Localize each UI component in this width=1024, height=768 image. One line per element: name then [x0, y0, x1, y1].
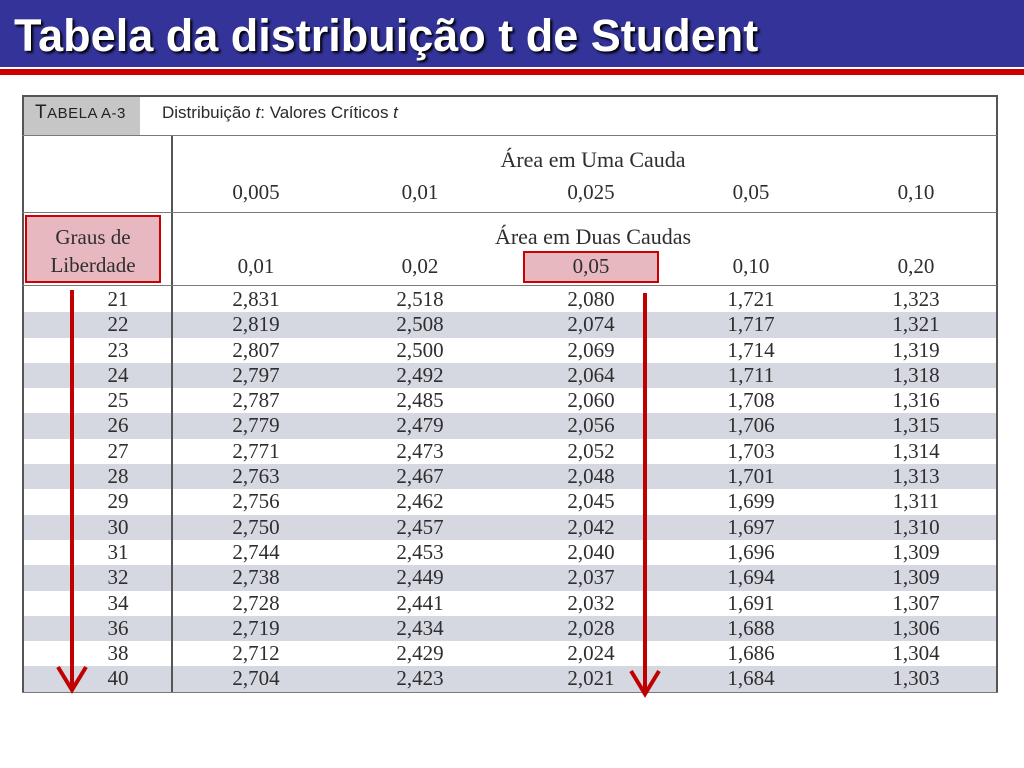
critical-value-cell: 2,479: [396, 413, 444, 438]
table-row: [23, 439, 996, 464]
critical-value-cell: 2,518: [396, 287, 444, 311]
slide-title: Tabela da distribuição t de Student: [14, 10, 759, 61]
critical-value-cell: 2,467: [396, 464, 444, 489]
critical-value-cell: 2,028: [567, 615, 615, 640]
two-tail-heading: Área em Duas Caudas: [494, 224, 692, 249]
critical-value-cell: 2,453: [396, 539, 444, 564]
df-cell: 24: [107, 362, 129, 387]
critical-value-cell: 2,728: [232, 590, 280, 615]
critical-value-cell: 1,307: [892, 590, 940, 615]
critical-value-cell: 1,310: [892, 514, 940, 539]
critical-value-cell: 1,691: [727, 590, 775, 615]
critical-value-cell: 2,807: [232, 337, 280, 362]
critical-value-cell: 2,457: [396, 514, 444, 539]
critical-value-cell: 2,021: [567, 666, 615, 691]
two-tail-alpha: 0,20: [897, 254, 935, 278]
df-heading-line: Graus de: [55, 225, 131, 249]
critical-value-cell: 2,771: [232, 438, 280, 463]
table-border-top: [22, 95, 997, 97]
critical-value-cell: 2,434: [396, 615, 444, 640]
critical-value-cell: 2,080: [567, 287, 615, 311]
df-cell: 28: [107, 464, 129, 489]
critical-value-cell: 2,473: [396, 438, 444, 463]
critical-value-cell: 2,064: [567, 362, 615, 387]
table-row: [23, 616, 996, 641]
caption-text: Distribuição: [162, 103, 256, 122]
two-tail-alpha: 0,05: [523, 251, 659, 283]
critical-value-cell: 1,717: [727, 312, 775, 337]
critical-value-cell: 1,699: [727, 489, 775, 514]
critical-value-cell: 2,032: [567, 590, 615, 615]
one-tail-heading: Área em Uma Cauda: [500, 147, 686, 172]
df-cell: 29: [107, 489, 129, 514]
table-label: TABELA A-3: [35, 102, 126, 123]
critical-value-cell: 2,779: [232, 413, 280, 438]
table-row: [23, 312, 996, 337]
critical-value-cell: 1,318: [892, 362, 940, 387]
critical-value-cell: 2,042: [567, 514, 615, 539]
df-cell: 38: [107, 641, 129, 666]
table-row: [23, 641, 996, 666]
critical-value-cell: 2,797: [232, 362, 280, 387]
table-border-right: [996, 95, 998, 692]
df-cell: 32: [107, 565, 129, 590]
critical-value-cell: 1,714: [727, 337, 775, 362]
table-border-bottom: [22, 692, 998, 693]
critical-value-cell: 2,048: [567, 464, 615, 489]
critical-value-cell: 1,313: [892, 464, 940, 489]
critical-values-table-body: [23, 287, 996, 692]
critical-value-cell: 1,694: [727, 565, 775, 590]
critical-value-cell: 1,703: [727, 438, 775, 463]
critical-value-cell: 1,319: [892, 337, 940, 362]
critical-value-cell: 2,024: [567, 641, 615, 666]
critical-value-cell: 2,508: [396, 312, 444, 337]
two-tail-alpha: 0,10: [732, 254, 770, 278]
critical-value-cell: 1,309: [892, 565, 940, 590]
critical-value-cell: 2,719: [232, 615, 280, 640]
critical-value-cell: 2,037: [567, 565, 615, 590]
critical-value-cell: 2,744: [232, 539, 280, 564]
caption-variable: t: [393, 103, 398, 122]
critical-value-cell: 1,706: [727, 413, 775, 438]
one-tail-alpha: 0,01: [401, 180, 439, 204]
table-row: [23, 363, 996, 388]
df-column-divider: [171, 136, 173, 692]
critical-value-cell: 2,750: [232, 514, 280, 539]
df-cell: 34: [107, 590, 129, 615]
critical-value-cell: 2,819: [232, 312, 280, 337]
df-cell: 40: [107, 666, 129, 691]
critical-value-cell: 2,756: [232, 489, 280, 514]
df-cell: 30: [107, 514, 129, 539]
critical-value-cell: 2,704: [232, 666, 280, 691]
table-row: [23, 287, 996, 312]
caption-divider: [22, 135, 997, 136]
critical-value-cell: 1,708: [727, 388, 775, 413]
table-row: [23, 591, 996, 616]
df-heading-line: Liberdade: [50, 253, 136, 277]
caption-variable: t: [255, 103, 261, 122]
critical-value-cell: 1,688: [727, 615, 775, 640]
critical-value-cell: 1,697: [727, 514, 775, 539]
one-tail-alpha: 0,005: [232, 180, 280, 204]
critical-value-cell: 2,441: [396, 590, 444, 615]
critical-value-cell: 1,711: [727, 362, 775, 387]
critical-value-cell: 1,309: [892, 539, 940, 564]
table-row: [23, 413, 996, 438]
table-row: [23, 388, 996, 413]
critical-value-cell: 2,056: [567, 413, 615, 438]
one-tail-alpha: 0,10: [897, 180, 935, 204]
df-cell: 25: [107, 388, 129, 413]
critical-value-cell: 2,492: [396, 362, 444, 387]
degrees-of-freedom-heading: [25, 215, 161, 283]
critical-value-cell: 2,069: [567, 337, 615, 362]
critical-value-cell: 2,738: [232, 565, 280, 590]
critical-value-cell: 2,074: [567, 312, 615, 337]
critical-value-cell: 1,323: [892, 287, 940, 311]
critical-value-cell: 2,052: [567, 438, 615, 463]
critical-value-cell: 2,500: [396, 337, 444, 362]
df-cell: 26: [107, 413, 129, 438]
critical-value-cell: 1,321: [892, 312, 940, 337]
critical-value-cell: 1,311: [892, 489, 940, 514]
table-row: [23, 565, 996, 590]
one-tail-alpha: 0,025: [567, 180, 615, 204]
table-row: [23, 464, 996, 489]
df-cell: 22: [107, 312, 129, 337]
critical-value-cell: 1,701: [727, 464, 775, 489]
critical-value-cell: 1,303: [892, 666, 940, 691]
two-tail-alpha: 0,02: [401, 254, 439, 278]
critical-value-cell: 2,423: [396, 666, 444, 691]
header-bottom-divider: [22, 285, 997, 286]
table-row: [23, 666, 996, 691]
one-tail-alpha: 0,05: [732, 180, 770, 204]
critical-value-cell: 1,315: [892, 413, 940, 438]
df-cell: 27: [107, 438, 129, 463]
table-row: [23, 489, 996, 514]
table-row: [23, 540, 996, 565]
critical-value-cell: 1,304: [892, 641, 940, 666]
title-accent-line: [0, 69, 1024, 75]
critical-value-cell: 2,429: [396, 641, 444, 666]
critical-value-cell: 2,462: [396, 489, 444, 514]
critical-value-cell: 2,831: [232, 287, 280, 311]
df-cell: 23: [107, 337, 129, 362]
critical-value-cell: 2,449: [396, 565, 444, 590]
critical-value-cell: 2,787: [232, 388, 280, 413]
critical-value-cell: 1,306: [892, 615, 940, 640]
critical-value-cell: 1,316: [892, 388, 940, 413]
critical-value-cell: 1,684: [727, 666, 775, 691]
df-cell: 36: [107, 615, 129, 640]
df-cell: 21: [107, 287, 129, 311]
critical-value-cell: 1,314: [892, 438, 940, 463]
table-border-left: [22, 95, 24, 692]
critical-value-cell: 1,696: [727, 539, 775, 564]
caption-text: : Valores Críticos: [260, 103, 394, 122]
critical-value-cell: 2,712: [232, 641, 280, 666]
critical-value-cell: 1,686: [727, 641, 775, 666]
critical-value-cell: 2,060: [567, 388, 615, 413]
critical-value-cell: 2,045: [567, 489, 615, 514]
header-divider: [22, 212, 997, 213]
two-tail-alpha: 0,01: [237, 254, 275, 278]
critical-value-cell: 2,763: [232, 464, 280, 489]
table-caption: [162, 103, 398, 123]
table-row: [23, 338, 996, 363]
critical-value-cell: 1,721: [727, 287, 775, 311]
critical-value-cell: 2,040: [567, 539, 615, 564]
table-row: [23, 515, 996, 540]
critical-value-cell: 2,485: [396, 388, 444, 413]
df-cell: 31: [107, 539, 129, 564]
